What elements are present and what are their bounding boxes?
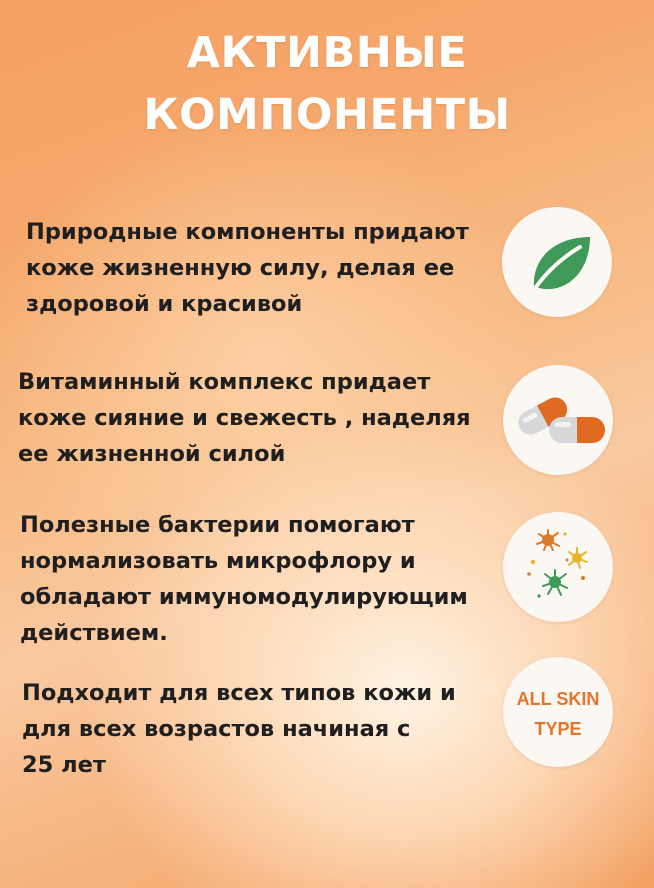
title-line-1: АКТИВНЫЕ bbox=[186, 28, 468, 78]
item-text-line: нормализовать микрофлору и bbox=[20, 548, 416, 574]
item-text-line: Подходит для всех типов кожи и bbox=[22, 680, 456, 706]
item-text-line: коже жизненную силу, делая ее bbox=[26, 255, 455, 281]
item-text-line: для всех возрастов начиная с bbox=[22, 716, 411, 742]
bacteria-icon bbox=[503, 512, 613, 622]
item-natural-components-text bbox=[26, 214, 496, 322]
item-text-line: Витаминный комплекс придает bbox=[18, 369, 431, 395]
item-text-line: действием. bbox=[20, 620, 168, 646]
item-bacteria-text bbox=[20, 507, 490, 651]
capsules-icon bbox=[503, 365, 613, 475]
item-text-line: обладают иммуномодулирующим bbox=[20, 584, 468, 610]
item-text-line: здоровой и красивой bbox=[26, 291, 303, 317]
title-line-2: КОМПОНЕНТЫ bbox=[143, 90, 511, 140]
page-title bbox=[0, 22, 654, 146]
item-all-skin-types-text bbox=[22, 675, 492, 783]
item-text-line: коже сияние и свежесть , наделяя bbox=[18, 405, 471, 431]
item-text-line: Полезные бактерии помогают bbox=[20, 512, 415, 538]
item-text-line: 25 лет bbox=[22, 752, 106, 778]
leaf-icon bbox=[502, 207, 612, 317]
skin-type-badge bbox=[503, 657, 613, 767]
item-text-line: Природные компоненты придают bbox=[26, 219, 469, 245]
item-vitamin-complex-text bbox=[18, 364, 488, 472]
badge-line-2: TYPE bbox=[534, 719, 582, 739]
item-text-line: ее жизненной силой bbox=[18, 441, 286, 467]
badge-line-1: ALL SKIN bbox=[516, 689, 600, 709]
